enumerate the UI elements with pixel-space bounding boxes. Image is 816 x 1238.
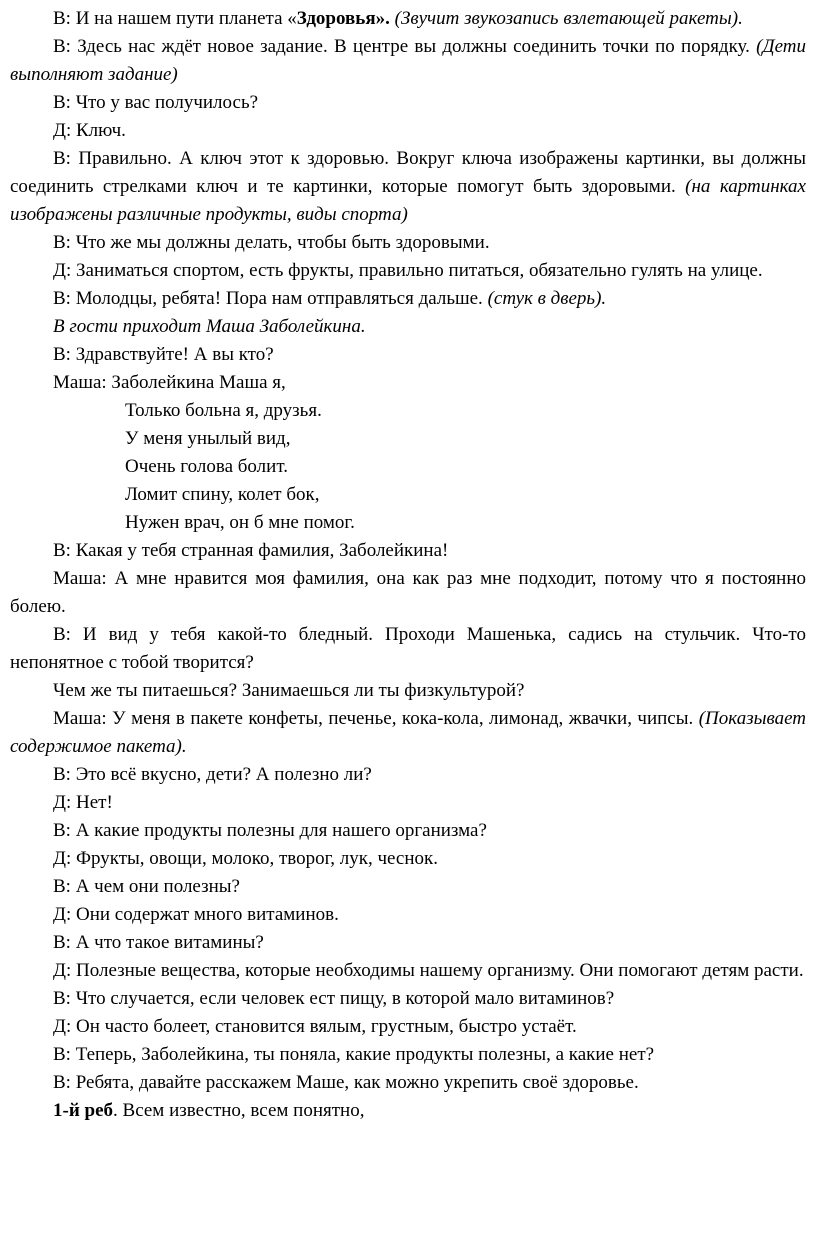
- text-run: В: Теперь, Заболейкина, ты поняла, какие продукты полезны, а какие нет?: [53, 1044, 655, 1065]
- text-run: (Дети выполняют задание): [10, 36, 806, 85]
- paragraph: [10, 117, 806, 145]
- paragraph: [10, 425, 806, 453]
- paragraph: [10, 985, 806, 1013]
- text-run: В: Это всё вкусно, дети? А полезно ли?: [53, 764, 372, 785]
- text-run: Маша: А мне нравится моя фамилия, она как раз мне подходит, потому что я постоянно болею.: [10, 568, 806, 617]
- paragraph: [10, 1097, 806, 1125]
- text-run: В: И вид у тебя какой-то бледный. Проходи Машенька, садись на стульчик. Что-то непонятное с тобой творится?: [10, 624, 806, 673]
- text-run: Д: Нет!: [53, 792, 113, 813]
- paragraph: [10, 845, 806, 873]
- paragraph: [10, 537, 806, 565]
- paragraph: [10, 789, 806, 817]
- text-run: В: А что такое витамины?: [53, 932, 264, 953]
- text-run: Д: Ключ.: [53, 120, 126, 141]
- paragraph: [10, 621, 806, 677]
- text-run: Очень голова болит.: [125, 456, 288, 477]
- paragraph: [10, 89, 806, 117]
- text-run: В: Здравствуйте! А вы кто?: [53, 344, 274, 365]
- text-run: В: Правильно. А ключ этот к здоровью. Вокруг ключа изображены картинки, вы должны соединить стрелками ключ и те картинки, которые помогут быть здоровыми.: [10, 148, 806, 197]
- text-run: (на картинках изображены различные продукты, виды спорта): [10, 176, 806, 225]
- text-run: Д: Они содержат много витаминов.: [53, 904, 339, 925]
- paragraph: [10, 1069, 806, 1097]
- paragraph: [10, 341, 806, 369]
- text-run: В: Что случается, если человек ест пищу, в которой мало витаминов?: [53, 988, 615, 1009]
- text-run: . Всем известно, всем понятно,: [113, 1100, 365, 1121]
- paragraph: [10, 565, 806, 621]
- text-run: Д: Полезные вещества, которые необходимы нашему организму. Они помогают детям расти.: [53, 960, 804, 981]
- text-run: 1-й реб: [53, 1100, 114, 1121]
- text-run: В: А чем они полезны?: [53, 876, 240, 897]
- paragraph: [10, 817, 806, 845]
- text-run: Д: Он часто болеет, становится вялым, грустным, быстро устаёт.: [53, 1016, 577, 1037]
- paragraph: [10, 453, 806, 481]
- paragraph: [10, 5, 806, 33]
- text-run: В: Какая у тебя странная фамилия, Заболейкина!: [53, 540, 449, 561]
- text-run: (Показывает содержимое пакета).: [10, 708, 806, 757]
- text-run: Здоровья».: [296, 8, 390, 29]
- text-run: В гости приходит Маша Заболейкина.: [53, 316, 366, 337]
- text-run: В: Молодцы, ребята! Пора нам отправляться дальше.: [53, 288, 488, 309]
- text-run: Маша: У меня в пакете конфеты, печенье, кока-кола, лимонад, жвачки, чипсы.: [53, 708, 699, 729]
- paragraph: [10, 285, 806, 313]
- paragraph: [10, 313, 806, 341]
- paragraph: [10, 761, 806, 789]
- text-run: В: Здесь нас ждёт новое задание. В центре вы должны соединить точки по порядку.: [53, 36, 757, 57]
- text-run: Д: Фрукты, овощи, молоко, творог, лук, чеснок.: [53, 848, 439, 869]
- paragraph: [10, 257, 806, 285]
- paragraph: [10, 901, 806, 929]
- paragraph: [10, 677, 806, 705]
- text-run: В: Что же мы должны делать, чтобы быть здоровыми.: [53, 232, 490, 253]
- text-run: В: И на нашем пути планета «: [53, 8, 297, 29]
- text-run: Д: Заниматься спортом, есть фрукты, правильно питаться, обязательно гулять на улице.: [53, 260, 763, 281]
- text-run: У меня унылый вид,: [125, 428, 291, 449]
- text-run: В: А какие продукты полезны для нашего организма?: [53, 820, 487, 841]
- paragraph: [10, 481, 806, 509]
- paragraph: [10, 957, 806, 985]
- text-run: Маша: Заболейкина Маша я,: [53, 372, 286, 393]
- paragraph: [10, 145, 806, 229]
- text-run: (Звучит звукозапись взлетающей ракеты).: [394, 8, 743, 29]
- paragraph: [10, 929, 806, 957]
- text-run: Только больна я, друзья.: [125, 400, 322, 421]
- text-run: В: Ребята, давайте расскажем Маше, как можно укрепить своё здоровье.: [53, 1072, 639, 1093]
- paragraph: [10, 1013, 806, 1041]
- text-run: (стук в дверь).: [487, 288, 607, 309]
- paragraph: [10, 1041, 806, 1069]
- paragraph: [10, 33, 806, 89]
- paragraph: [10, 705, 806, 761]
- text-run: Чем же ты питаешься? Занимаешься ли ты физкультурой?: [53, 680, 525, 701]
- document-body: [10, 5, 806, 1125]
- paragraph: [10, 229, 806, 257]
- paragraph: [10, 509, 806, 537]
- text-run: Нужен врач, он б мне помог.: [125, 512, 355, 533]
- text-run: В: Что у вас получилось?: [53, 92, 259, 113]
- text-run: Ломит спину, колет бок,: [125, 484, 320, 505]
- paragraph: [10, 873, 806, 901]
- paragraph: [10, 369, 806, 397]
- paragraph: [10, 397, 806, 425]
